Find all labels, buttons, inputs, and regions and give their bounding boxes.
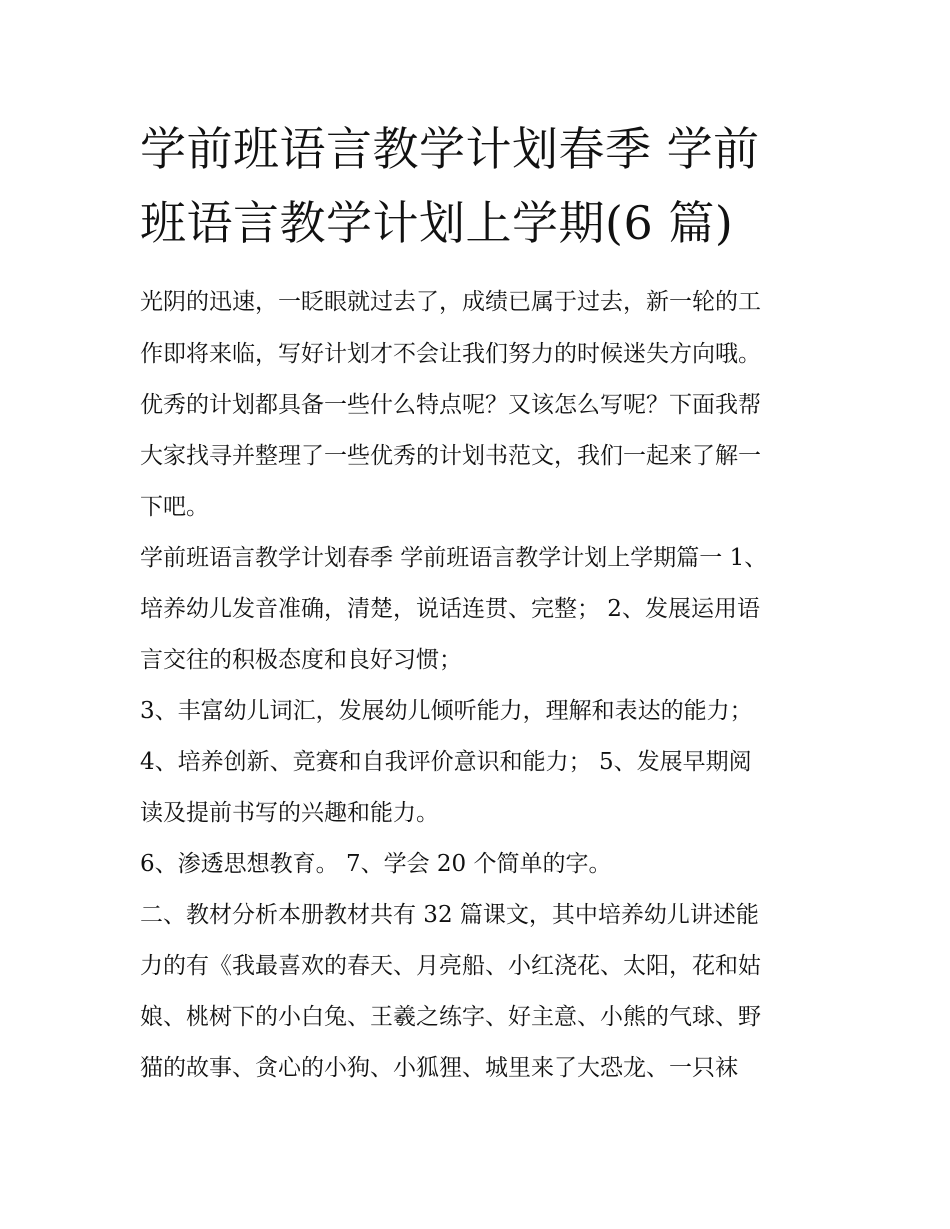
body-text-line: 大家找寻并整理了一些优秀的计划书范文，我们一起来了解一 <box>140 443 761 469</box>
body-text-line: 言交往的积极态度和良好习惯； <box>140 647 462 673</box>
body-text-line: 娘、桃树下的小白兔、王羲之练字、好主意、小熊的气球、野 <box>140 1004 761 1030</box>
body-text-line: 猫的故事、贪心的小狗、小狐狸、城里来了大恐龙、一只袜 <box>140 1055 738 1081</box>
body-text-line: 优秀的计划都具备一些什么特点呢？又该怎么写呢？下面我帮 <box>140 392 761 418</box>
body-text-line: 下吧。 <box>140 494 209 520</box>
body-text-line: 4、培养创新、竞赛和自我评价意识和能力； 5、发展早期阅 <box>140 749 752 775</box>
body-text-line: 3、丰富幼儿词汇，发展幼儿倾听能力，理解和表达的能力； <box>140 698 753 724</box>
body-text-line: 光阴的迅速，一眨眼就过去了，成绩已属于过去，新一轮的工 <box>140 289 761 315</box>
body-text-line: 二、教材分析本册教材共有 32 篇课文，其中培养幼儿讲述能 <box>140 902 759 928</box>
body-text-line: 培养幼儿发音准确，清楚，说话连贯、完整； 2、发展运用语 <box>140 596 760 622</box>
document-title <box>140 112 820 260</box>
body-text-line: 读及提前书写的兴趣和能力。 <box>140 800 439 826</box>
body-text-line: 学前班语言教学计划春季 学前班语言教学计划上学期篇一 1、 <box>140 545 768 571</box>
title-line: 学前班语言教学计划春季 学前 <box>140 122 760 176</box>
body-text-line: 力的有《我最喜欢的春天、月亮船、小红浇花、太阳，花和姑 <box>140 953 761 979</box>
title-line: 班语言教学计划上学期(6 篇) <box>140 196 734 250</box>
body-text-line: 6、渗透思想教育。 7、学会 20 个简单的字。 <box>140 851 612 877</box>
body-text-line: 作即将来临，写好计划才不会让我们努力的时候迷失方向哦。 <box>140 341 761 367</box>
